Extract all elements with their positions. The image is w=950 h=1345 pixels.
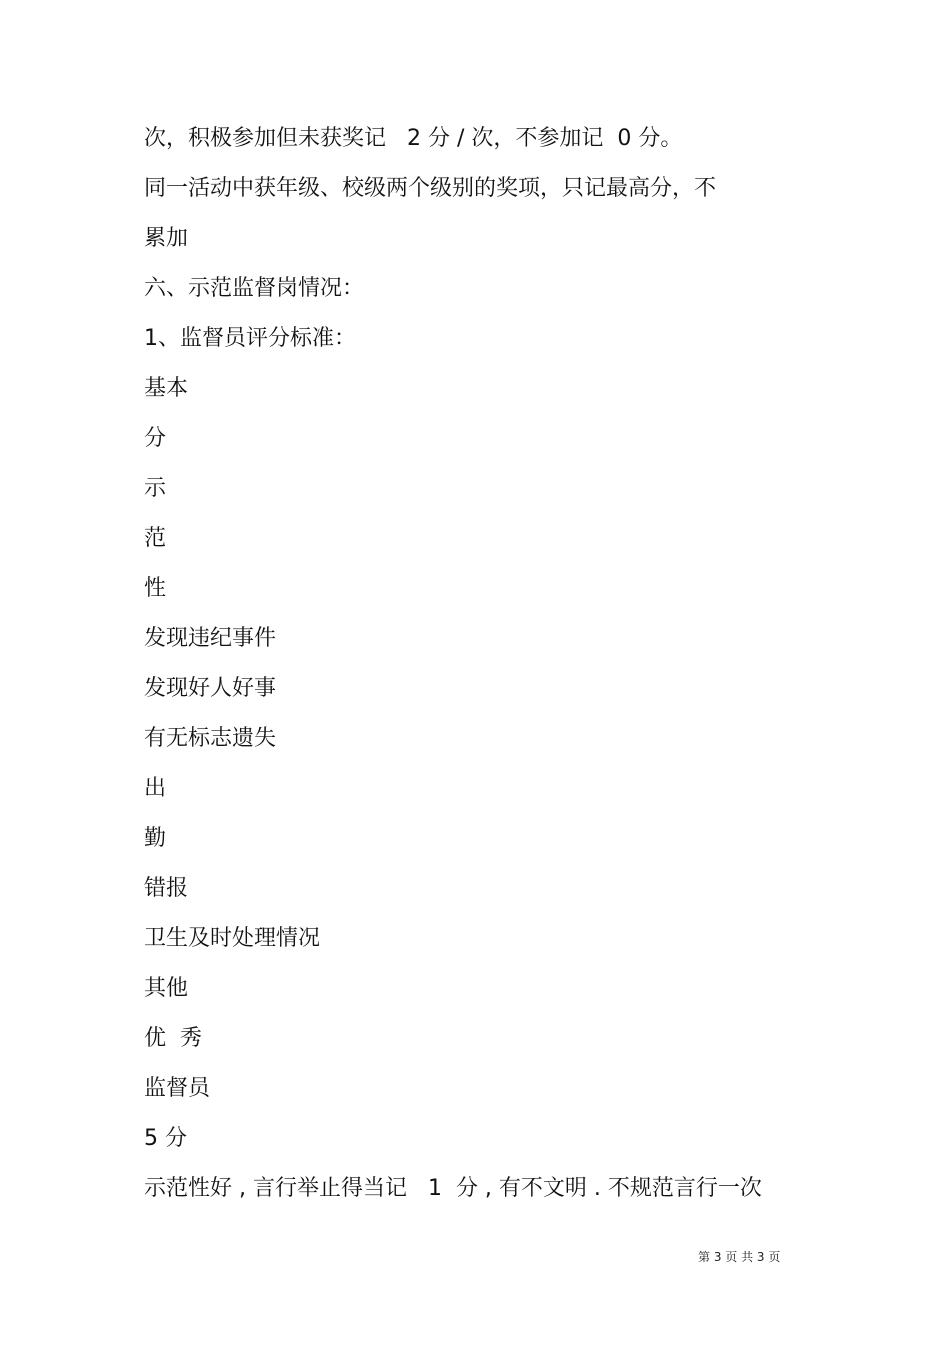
- page-number-footer: 第 3 页 共 3 页: [698, 1250, 781, 1264]
- text-line: 监督员: [144, 1076, 211, 1101]
- text-line: 优 秀: [144, 1026, 202, 1051]
- text-line: 发现违纪事件: [144, 626, 277, 651]
- text-line: 次，积极参加但未获奖记 2 分 / 次，不参加记 0 分。: [144, 126, 683, 151]
- text-line: 发现好人好事: [144, 676, 277, 701]
- text-line: 示: [144, 476, 167, 501]
- text-line: 出: [144, 776, 167, 801]
- text-line: 5 分: [144, 1126, 187, 1151]
- text-line: 性: [144, 576, 167, 601]
- text-line: 范: [144, 526, 167, 551]
- text-line: 其他: [144, 976, 189, 1001]
- text-line: 勤: [144, 826, 167, 851]
- text-line: 有无标志遗失: [144, 726, 277, 751]
- subsection-heading: 1、监督员评分标准：: [144, 326, 356, 351]
- text-line: 卫生及时处理情况: [144, 926, 321, 951]
- text-line: 示范性好 , 言行举止得当记 1 分 , 有不文明 . 不规范言行一次: [144, 1176, 762, 1201]
- text-line: 分: [144, 426, 167, 451]
- section-heading: 六、示范监督岗情况：: [144, 276, 365, 301]
- text-line: 基本: [144, 376, 189, 401]
- text-line: 错报: [144, 876, 189, 901]
- text-line: 累加: [144, 226, 189, 251]
- text-line: 同一活动中获年级、校级两个级别的奖项，只记最高分，不: [144, 176, 717, 201]
